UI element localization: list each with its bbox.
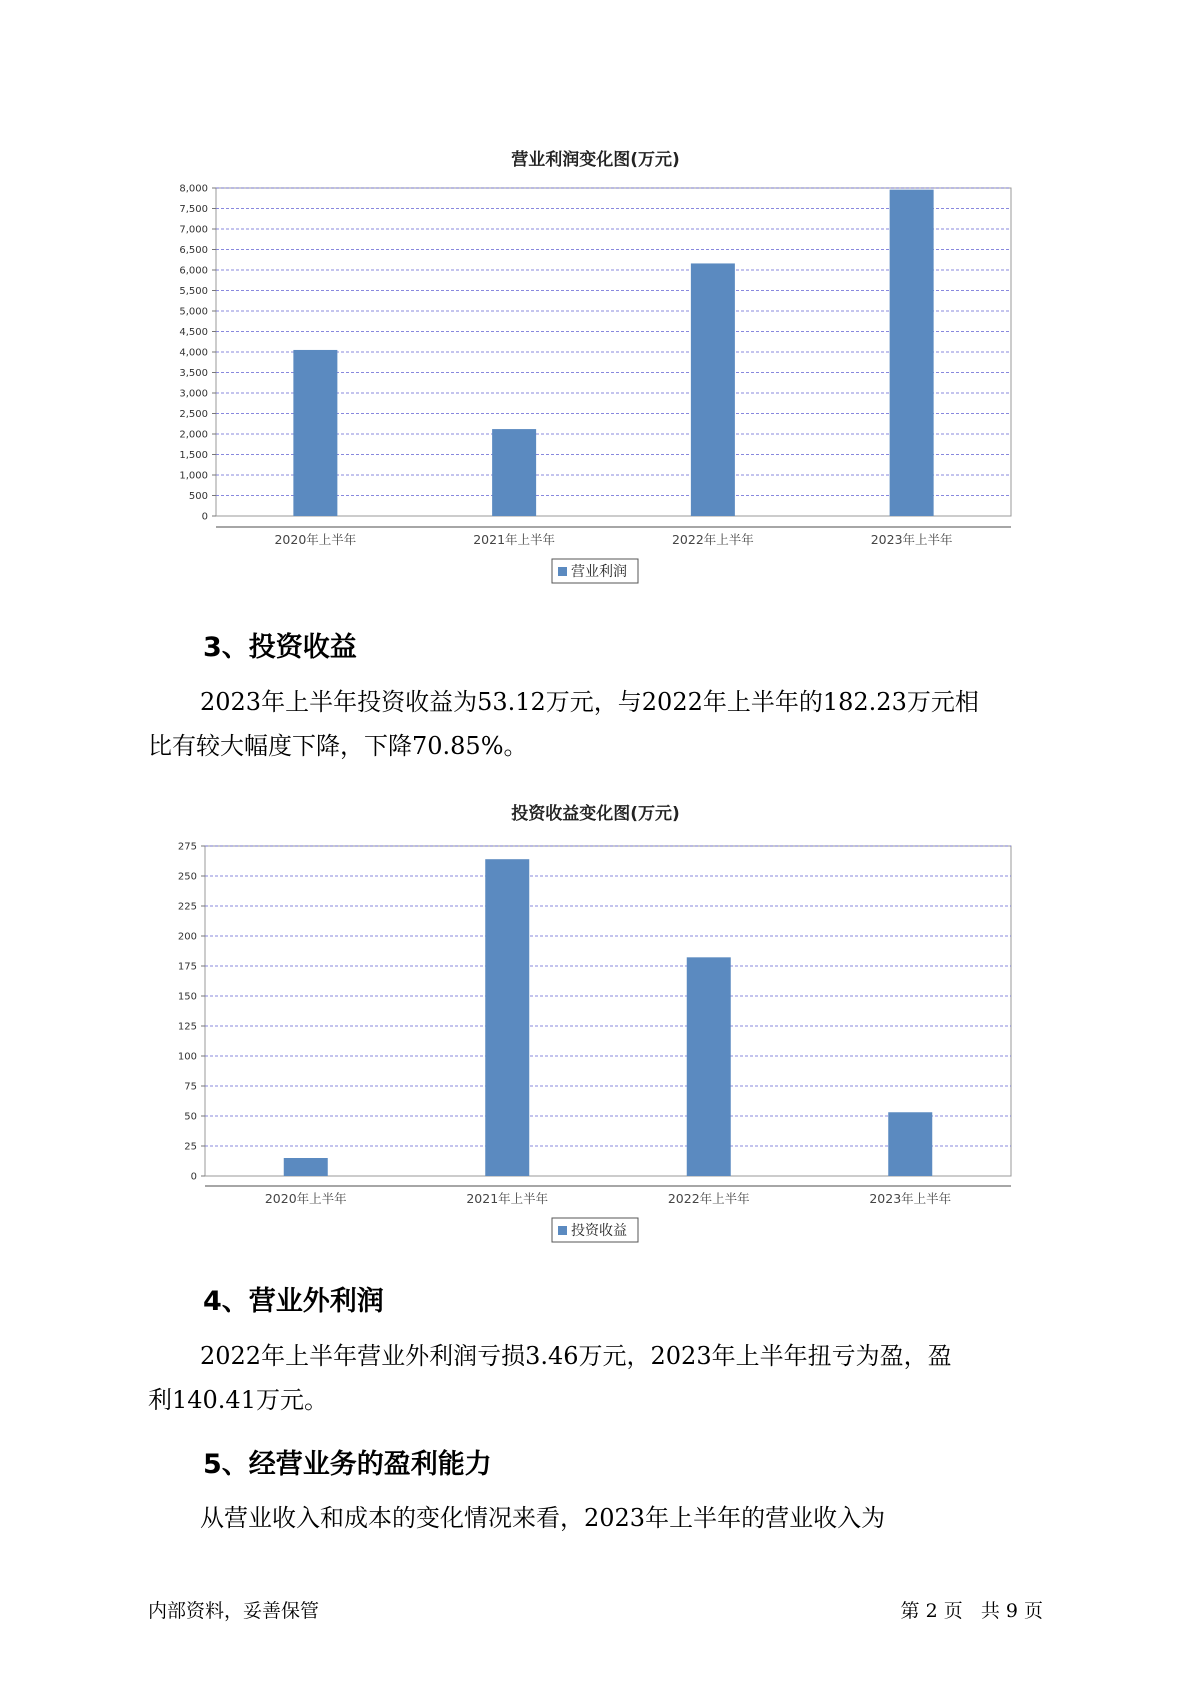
- bar: [485, 859, 529, 1176]
- y-tick-label: 225: [177, 901, 197, 913]
- y-tick-label: 3,000: [179, 388, 208, 400]
- paragraph-profitability: [148, 1496, 1048, 1540]
- y-tick-label: 3,500: [179, 368, 208, 379]
- y-tick-label: 50: [184, 1111, 197, 1123]
- heading-profitability: 5、经营业务的盈利能力: [203, 1449, 492, 1480]
- y-tick-label: 125: [177, 1021, 197, 1033]
- x-tick-label: 2022年上半年: [671, 532, 754, 547]
- paragraph-non-operating: [148, 1334, 1048, 1422]
- y-tick-label: 5,000: [179, 306, 208, 318]
- x-tick-label: 2023年上半年: [869, 1191, 952, 1206]
- y-tick-label: 75: [184, 1081, 197, 1093]
- page-number: 第 2 页 共 9 页: [900, 1600, 1043, 1622]
- paragraph-line: 2022年上半年营业外利润亏损3.46万元，2023年上半年扭亏为盈，盈: [200, 1342, 952, 1370]
- y-tick-label: 175: [177, 961, 197, 973]
- x-tick-label: 2021年上半年: [466, 1191, 549, 1206]
- y-tick-label: 25: [184, 1141, 197, 1153]
- y-tick-label: 2,000: [179, 429, 208, 441]
- legend-swatch: [558, 1226, 567, 1235]
- chart2-title: 投资收益变化图(万元): [511, 804, 680, 824]
- chart1-title: 营业利润变化图(万元): [511, 150, 680, 170]
- paragraph-line: 比有较大幅度下降，下降70.85%。: [148, 732, 528, 760]
- y-tick-label: 0: [201, 511, 208, 523]
- bar: [888, 1112, 932, 1176]
- y-tick-label: 275: [177, 841, 197, 853]
- paragraph-line: 从营业收入和成本的变化情况来看，2023年上半年的营业收入为: [200, 1504, 886, 1532]
- legend-label: 投资收益: [571, 1223, 627, 1239]
- x-tick-label: 2020年上半年: [264, 1191, 347, 1206]
- y-tick-label: 4,000: [179, 347, 208, 359]
- legend-label: 营业利润: [571, 564, 627, 580]
- y-tick-label: 2,500: [179, 409, 208, 420]
- y-tick-label: 500: [188, 491, 208, 502]
- paragraph-line: 利140.41万元。: [148, 1386, 328, 1414]
- y-tick-label: 100: [177, 1051, 197, 1063]
- legend: [552, 1218, 638, 1242]
- y-tick-label: 150: [177, 991, 197, 1003]
- y-tick-label: 6,500: [179, 245, 208, 256]
- x-tick-label: 2023年上半年: [870, 532, 953, 547]
- heading-investment: 3、投资收益: [203, 632, 357, 663]
- bar: [284, 1158, 328, 1176]
- x-tick-label: 2021年上半年: [473, 532, 556, 547]
- y-tick-label: 1,500: [179, 450, 208, 461]
- y-tick-label: 200: [177, 931, 197, 943]
- y-tick-label: 250: [177, 871, 197, 883]
- x-tick-label: 2022年上半年: [667, 1191, 750, 1206]
- y-tick-label: 6,000: [179, 265, 208, 277]
- bar: [687, 957, 731, 1176]
- y-tick-label: 1,000: [179, 470, 208, 482]
- footer-note: 内部资料，妥善保管: [148, 1600, 320, 1622]
- y-tick-label: 0: [190, 1171, 197, 1183]
- heading-non-operating: 4、营业外利润: [203, 1286, 384, 1317]
- y-tick-label: 7,000: [179, 224, 208, 236]
- x-tick-label: 2020年上半年: [274, 532, 357, 547]
- y-tick-label: 5,500: [179, 286, 208, 297]
- y-tick-label: 8,000: [179, 183, 208, 195]
- y-tick-label: 4,500: [179, 327, 208, 338]
- y-tick-label: 7,500: [179, 204, 208, 215]
- paragraph-line: 2023年上半年投资收益为53.12万元，与2022年上半年的182.23万元相: [200, 688, 979, 716]
